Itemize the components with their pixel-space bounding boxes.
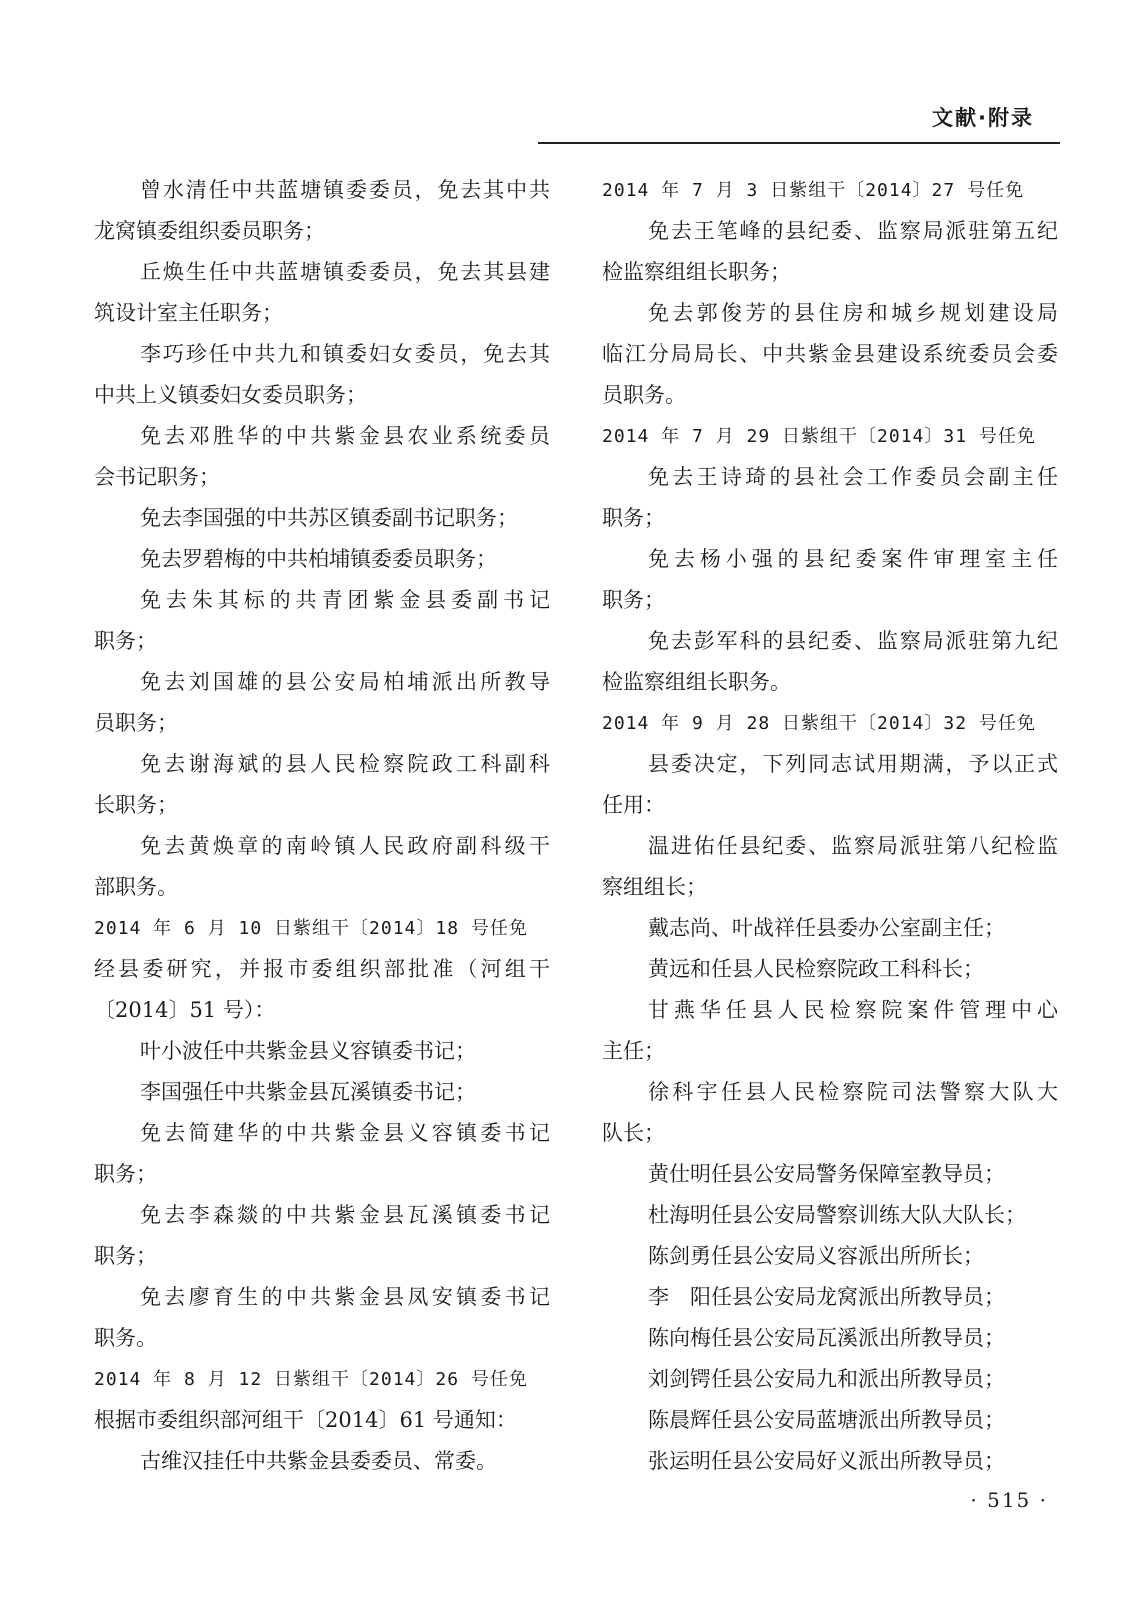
text-line: 员职务； <box>94 711 178 735</box>
text-line: 职务。 <box>94 1326 157 1350</box>
text-line: 免去谢海斌的县人民检察院政工科副科 <box>140 752 550 776</box>
text-line: 免去王笔峰的县纪委、监察局派驻第五纪 <box>648 219 1058 243</box>
text-line: 部职务。 <box>94 875 178 899</box>
text-line: 张运明任县公安局好义派出所教导员； <box>648 1449 1005 1473</box>
text-line: 李 阳任县公安局龙窝派出所教导员； <box>648 1285 1005 1309</box>
text-line: 职务； <box>94 1244 157 1268</box>
text-line: 李国强任中共紫金县瓦溪镇委书记； <box>140 1080 476 1104</box>
text-line: 免去彭军科的县纪委、监察局派驻第九纪 <box>648 629 1058 653</box>
page-number: · 515 · <box>970 1488 1048 1512</box>
text-line: 黄远和任县人民检察院政工科科长； <box>648 957 984 981</box>
text-line: 叶小波任中共紫金县义容镇委书记； <box>140 1039 476 1063</box>
text-line: 职务； <box>94 1162 157 1186</box>
text-line: 筑设计室主任职务； <box>94 301 283 325</box>
text-line: 〔2014〕51 号）： <box>94 998 276 1022</box>
document-dateline: 2014 年 7 月 29 日紫组干〔2014〕31 号任免 <box>602 426 1036 447</box>
text-line: 免去简建华的中共紫金县义容镇委书记 <box>140 1121 550 1145</box>
text-line: 陈晨辉任县公安局蓝塘派出所教导员； <box>648 1408 1005 1432</box>
text-line: 员职务。 <box>602 383 686 407</box>
text-line: 丘焕生任中共蓝塘镇委委员，免去其县建 <box>140 260 550 284</box>
text-line: 免去李森燚的中共紫金县瓦溪镇委书记 <box>140 1203 550 1227</box>
text-line: 古维汉挂任中共紫金县委委员、常委。 <box>140 1449 497 1473</box>
text-line: 曾水清任中共蓝塘镇委委员，免去其中共 <box>140 178 550 202</box>
text-line: 职务； <box>602 588 665 612</box>
text-line: 主任； <box>602 1039 665 1063</box>
text-line: 会书记职务； <box>94 465 220 489</box>
left-column <box>94 170 550 1482</box>
text-line: 甘燕华任县人民检察院案件管理中心 <box>648 998 1058 1022</box>
text-line: 温进佑任县纪委、监察局派驻第八纪检监 <box>648 834 1058 858</box>
text-line: 杜海明任县公安局警察训练大队大队长； <box>648 1203 1026 1227</box>
text-line: 职务； <box>602 506 665 530</box>
text-line: 黄仕明任县公安局警务保障室教导员； <box>648 1162 1005 1186</box>
text-line: 徐科宇任县人民检察院司法警察大队大 <box>648 1080 1058 1104</box>
text-line: 免去邓胜华的中共紫金县农业系统委员 <box>140 424 550 448</box>
text-line: 免去李国强的中共苏区镇委副书记职务； <box>140 506 518 530</box>
text-line: 任用： <box>602 793 665 817</box>
text-line: 免去罗碧梅的中共柏埔镇委委员职务； <box>140 547 497 571</box>
document-dateline: 2014 年 7 月 3 日紫组干〔2014〕27 号任免 <box>602 180 1025 201</box>
text-line: 免去杨小强的县纪委案件审理室主任 <box>648 547 1058 571</box>
text-line: 县委决定，下列同志试用期满，予以正式 <box>648 752 1058 776</box>
text-line: 刘剑锷任县公安局九和派出所教导员； <box>648 1367 1005 1391</box>
text-line: 免去廖育生的中共紫金县凤安镇委书记 <box>140 1285 550 1309</box>
text-line: 陈剑勇任县公安局义容派出所所长； <box>648 1244 984 1268</box>
text-line: 中共上义镇委妇女委员职务； <box>94 383 367 407</box>
text-line: 临江分局局长、中共紫金县建设系统委员会委 <box>602 342 1058 366</box>
text-line: 免去黄焕章的南岭镇人民政府副科级干 <box>140 834 550 858</box>
text-line: 职务； <box>94 629 157 653</box>
section-title: 文献·附录 <box>932 106 1034 130</box>
text-line: 队长； <box>602 1121 665 1145</box>
text-line: 检监察组组长职务； <box>602 260 791 284</box>
document-dateline: 2014 年 9 月 28 日紫组干〔2014〕32 号任免 <box>602 713 1036 734</box>
text-line: 根据市委组织部河组干〔2014〕61 号通知： <box>94 1408 517 1432</box>
text-line: 龙窝镇委组织委员职务； <box>94 219 325 243</box>
document-dateline: 2014 年 8 月 12 日紫组干〔2014〕26 号任免 <box>94 1369 528 1390</box>
text-line: 陈向梅任县公安局瓦溪派出所教导员； <box>648 1326 1005 1350</box>
text-line: 察组组长； <box>602 875 707 899</box>
text-line: 经县委研究，并报市委组织部批准（河组干 <box>94 957 550 981</box>
right-column <box>602 170 1058 1482</box>
document-dateline: 2014 年 6 月 10 日紫组干〔2014〕18 号任免 <box>94 918 528 939</box>
text-line: 免去郭俊芳的县住房和城乡规划建设局 <box>648 301 1058 325</box>
page-header <box>538 96 1060 144</box>
text-line: 戴志尚、叶战祥任县委办公室副主任； <box>648 916 1005 940</box>
text-line: 免去刘国雄的县公安局柏埔派出所教导 <box>140 670 550 694</box>
text-line: 长职务； <box>94 793 178 817</box>
text-line: 李巧珍任中共九和镇委妇女委员，免去其 <box>140 342 550 366</box>
text-line: 免去朱其标的共青团紫金县委副书记 <box>140 588 550 612</box>
text-line: 免去王诗琦的县社会工作委员会副主任 <box>648 465 1058 489</box>
text-line: 检监察组组长职务。 <box>602 670 791 694</box>
